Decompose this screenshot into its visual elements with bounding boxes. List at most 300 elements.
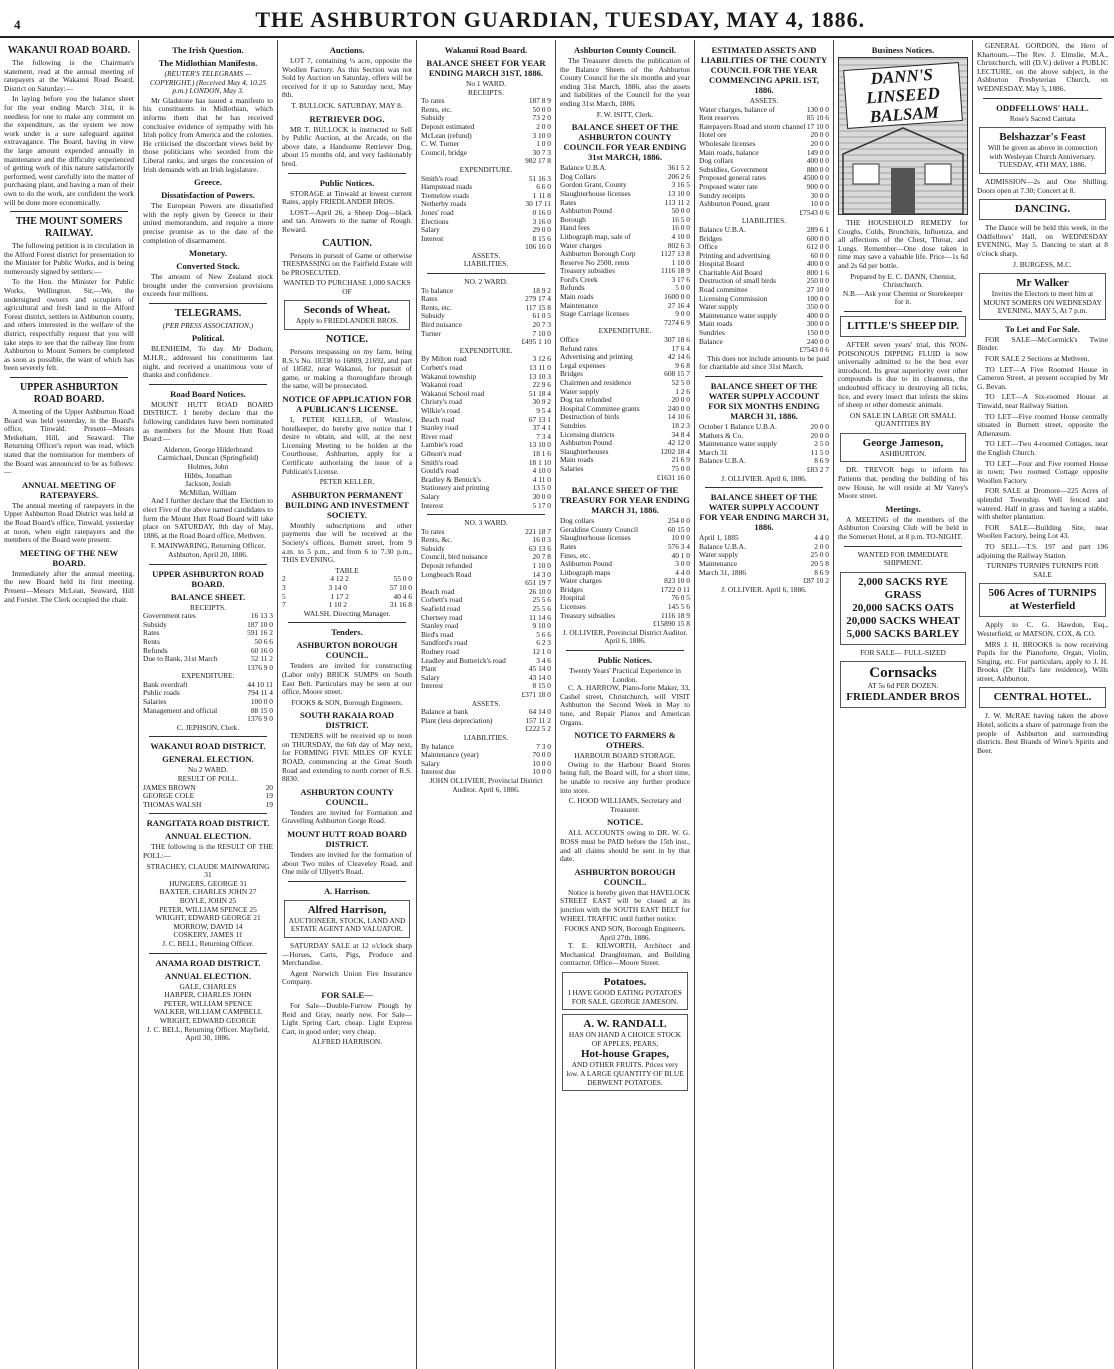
table-row: Corbett's road 13 11 0 [421,363,551,372]
subheading: MOUNT HUTT ROAD BOARD DISTRICT. [287,829,407,850]
table-row: Ford's Creek 3 17 6 [560,274,690,284]
paragraph: Monthly subscriptions and other payments due will be received at the Society's offices, Burnett street, from 9 a.m. to 5 p.m., and from 6 to 7.30 p.m., THIS EVENING. [282,520,412,565]
subheading: The Midlothian Manifesto. [158,58,258,68]
subheading: FOR SALE— [321,989,373,1000]
table-total: 1376 9 0 [247,662,273,672]
list-item: HARPER, CHARLES JOHN [164,990,252,1000]
paragraph: And I further declare that the Election to elect Five of the above named candidates to form the Mount Hutt Road Board will take place on SATURDAY, 8th day of May, 1886, at the Road Board office, Methven. [143,496,273,540]
ward-label: NO. 3 WARD. [464,518,508,528]
table-row: Water charges, balance of 130 0 0 [699,104,829,114]
signature: J. C. BELL, Returning Officer. [162,938,254,948]
subheading: BALANCE SHEET OF THE ASHBURTON COUNTY COUNCIL FOR YEAR ENDING 31st MARCH, 1886. [563,122,687,163]
subheading: ASHBURTON PERMANENT BUILDING AND INVESTMENT SOCIETY. [285,489,409,520]
subheading: SOUTH RAKAIA ROAD DISTRICT. [299,710,395,731]
heading: Wakanui Road Board. [444,45,528,55]
table-row: Bird nuisance 20 7 3 [421,320,551,330]
table-row: Borough 16 5 0 [560,214,690,224]
paragraph: Persons in pursuit of Game or otherwise TRESPASSING on the Fairfield Estate will be PROSECUTED. [282,250,412,277]
ad-title: Mr Walker [1016,277,1069,290]
heading: WAKANUI ROAD BOARD. [7,45,131,56]
table-row: Rents 50 6 6 [143,636,273,646]
paragraph: TO LET—A Five Roomed House in Cameron Street, at present occupied by Mr G. Bevan. [977,364,1108,391]
paragraph: MR T. BULLOCK is instructed to Sell by Public Auction, at the Arcade, on the above date, a Handsome Retriever Dog, about 15 months old, and very fashionably bred. [282,124,412,168]
table-row: 2 4 12 2 55 0 0 [282,574,412,584]
table-total: £1631 16 0 [656,472,690,482]
table-row: Charitable Aid Board 800 1 6 [699,267,829,277]
paragraph: Tenders are invited for constructing (Labor only) BRICK SUMPS on South East Belt. Particulars may be seen at our office, Moore street. [282,661,412,697]
signature: JOHN OLLIVIER, Provincial District Auditor. April 6, 1886. [429,775,543,794]
table-row: To balance 18 9 2 [421,285,551,295]
table-row: Hotel ore 20 0 0 [699,130,829,140]
ad-text: N.B.—Ask your Chemist or Storekeeper for it. [842,288,964,307]
page-number: 4 [14,17,21,32]
wanted-label: WANTED FOR IMMEDIATE SHIPMENT. [857,549,949,568]
table-row: Dog Collars 206 2 6 [560,171,690,181]
paragraph: Persons trespassing on my farm, being R.S.'s No. 18338 to 16809, 21692, and part of 18582, near Wakanui, for pursuit of game, or making a thoroughfare through the same, will be prosecuted. [282,347,412,391]
heading: WAKANUI ROAD DISTRICT. [150,741,266,752]
table-heading: EXPENDITURE. [459,164,513,174]
table-row: Stationery and printing 13 5 0 [421,483,551,493]
paragraph: BLENHEIM, To day. Mr Dodson, M.H.R., addressed his constituents last night, and received a unanimous vote of thanks and confidence. [143,344,273,380]
list-item: 5,000 SACKS BARLEY [846,627,960,640]
table-row: Printing and advertising 60 0 0 [699,250,829,260]
table-row: October 1 Balance U.B.A. 20 0 0 [699,422,829,431]
signature: F. MAINWARING, Returning Officer. Ashburton, April 20, 1886. [150,541,266,559]
subheading: Meetings. [885,503,921,514]
paragraph: The annual meeting of ratepayers in the Upper Ashburton Road District was held at the Road Board's office, Tinwald, yesterday at noon, when eight ratepayers and the members of the Board were present. [4,500,134,545]
table-row: Slaughterhouse licenses 13 10 0 [560,188,690,198]
table-row: 7 1 10 2 31 16 8 [282,600,412,610]
divider [10,211,128,212]
table-row: Rates 591 16 2 [143,628,273,638]
signature: C. JEPHSON, Clerk. [176,722,240,732]
jameson-ad [840,433,966,463]
table-row: To rates 221 18 7 [421,526,551,536]
table-row: Salary 43 14 0 [421,672,551,682]
signature: F. W. ISITT, Clerk. [596,109,654,119]
ad-text: Apply to FRIEDLANDER BROS. [295,316,399,326]
divider [149,564,267,565]
table-row: Longbeach Road 14 3 0 [421,569,551,579]
ad-title: Alfred Harrison, [307,903,387,916]
table-row: Sundries 18 2 3 [560,420,690,430]
table-row: Ashburton Pound 42 12 0 [560,438,690,448]
table-row: Chertsey road 11 14 6 [421,612,551,622]
heading: A. Harrison. [323,885,371,896]
column-1 [0,40,139,1369]
subheading: ANNUAL ELECTION. [165,831,251,842]
subheading: ASHBURTON BOROUGH COUNCIL. [574,866,676,887]
table-heading: ASSETS. [471,250,501,260]
table-row: Ratepayers Road and storm channel 17 10 0 [699,121,829,131]
paragraph: TO SELL—T.S. 197 and part 196 adjoining the Railway Station. [977,541,1108,560]
table-row: Stanley road 9 10 0 [421,621,551,631]
paragraph: To the Hon. the Minister for Public Works, Wellington. Sir,—We, the undersigned owners and occupiers of agricultural and fresh land in the Alford Forest district, settlers in Ashburton county, and others interested in the welfare of the district, respectfully request that you will take steps to see that the railway line from Ashburton to Mount Somers be completed as soon as possible, the want of which has been severely felt. [4,277,134,373]
divider [149,384,267,385]
list-item: Carmichael, Duncan (Springfield) [157,453,259,463]
table-row: Rodney road 12 1 0 [421,647,551,656]
paragraph: TO LET—A Six-roomed House at Tinwald, near Railway Station. [977,392,1108,411]
heading: Tenders. [331,627,363,638]
ad-title: Hot-house Grapes, [581,1048,669,1061]
table-row: Maintenance water supply 2 5 0 [699,439,829,449]
divider [149,953,267,954]
masthead [0,0,1114,38]
table-row: Water supply 1 2 6 [560,386,690,396]
paragraph: FOR SALE—McCormick's Twine Binder. [977,334,1108,353]
table-row: Salaries 75 0 0 [560,463,690,473]
table-row: Corbett's road 25 5 6 [421,595,551,605]
sheep-dip-ad [840,316,966,337]
ad-title: FRIEDLANDER BROS [846,691,960,703]
table-row: Subsidy 61 0 5 [421,311,551,321]
table-row: 3 3 14 0 57 10 0 [282,582,412,592]
list-item: COSKERY, JAMES 11 [173,930,243,940]
table-row: Lambie's road 13 10 0 [421,440,551,450]
sacks-ad [840,572,966,645]
table-heading: EXPENDITURE. [181,671,235,681]
paragraph: TO LET—Five roomed House centrally situated in Burnett street, opposite the Athenæum. [977,411,1108,438]
table-row: Chairmen and residence 52 5 0 [560,378,690,387]
paragraph: The following is the Chairman's statement, read at the annual meeting of ratepayers at the Wakanui Road Board, District on Saturday:— [4,58,134,93]
table-row: Elections 3 16 0 [421,216,551,226]
table-row: Main roads 21 6 9 [560,455,690,465]
list-item: STRACHEY, CLAUDE MAINWARING 31 [146,861,270,880]
subheading: HARBOUR BOARD STORAGE. [574,751,676,761]
table-row: March 31, 1886 8 6 9 [699,567,829,577]
table-row: Subsidies, Government 880 0 0 [699,164,829,174]
ad-text: AT 5s 6d PER DOZEN. [867,681,939,691]
table-row: April 1, 1885 4 4 0 [699,533,829,543]
table-row: Subsidy 187 10 0 [143,619,273,629]
list-item: BAXTER, CHARLES JOHN 27 [159,887,257,897]
randall-ad [562,1014,688,1091]
heading: TELEGRAMS. [174,307,242,319]
signature: J. OLLIVIER. April 6, 1886. [721,584,807,594]
table-row: Stage Carriage licenses 9 0 0 [560,309,690,319]
subheading: BALANCE SHEET FOR YEAR ENDING MARCH 31ST, 1886. [426,58,546,78]
paragraph: LOST—April 26, a Sheep Dog—black and tan. Answers to the name of Rough. Reward. [282,207,412,234]
table-heading: LIABILITIES. [463,732,509,742]
heading: Ashburton County Council. [574,45,676,55]
dateline: (REUTER'S TELEGRAMS — COPYRIGHT.) (Received May 4, 10.25 p.m.) LONDON, May 3. [149,69,267,96]
table-row: Rents, &c. 16 0 3 [421,535,551,545]
signature: FOOKS & SON, Borough Engineers. [291,697,403,707]
subheading: Twenty Years' Practical Experience in London. [569,666,681,684]
paragraph: This does not include amounts to be paid for charitable aid since 31st March. [699,353,829,372]
table-row: Beach road 26 10 0 [421,586,551,596]
balsam-logo [838,57,968,215]
ad-title: A. W. RANDALL [583,1018,667,1031]
heading: ODDFELLOWS' HALL. [996,102,1089,113]
divider [288,881,406,882]
table-row: Hospital 76 0 5 [560,593,690,603]
table-row: Maintenance 27 16 4 [560,300,690,310]
subheading: BALANCE SHEET OF THE WATER SUPPLY ACCOUNT FOR YEAR ENDING MARCH 31, 1886. [699,492,829,533]
signature: ALFRED HARRISON. [311,1037,383,1047]
table-row: Treasury subsidies 1116 18 9 [560,610,690,620]
table-row: Licensing Commission 100 0 0 [699,293,829,303]
table-row: McLean (refund) 3 10 0 [421,130,551,140]
subheading: ANNUAL MEETING OF RATEPAYERS. [21,479,117,500]
caution-heading: CAUTION. [322,237,372,249]
table-row: Deposit estimated 2 0 0 [421,121,551,131]
ad-text: Prepared by E. C. DANN, Chemist, Christchurch. [850,271,956,290]
table-row: Rent reserves 85 10 6 [699,113,829,123]
page-columns [0,40,1114,1369]
heading: ANAMA ROAD DISTRICT. [155,957,261,968]
paragraph: A meeting of the Upper Ashburton Road Board was held yesterday, in the Board's office, Tinwald. Present—Messrs Meikeham, Hill, and Seaward. The Returning Officer's report was read, which stated that the nomination for members of the Board was announced to be as follows:— [4,407,134,477]
table-row: C. W. Turner 1 0 0 [421,139,551,149]
paragraph: Tenders are invited for Formation and Gravelling Ashburton Gorge Road. [282,807,412,826]
table-total: 1376 9 0 [247,714,273,724]
table-row: Gordon Grant, County 3 16 5 [560,180,690,190]
heading: Public Notices. [319,177,375,188]
ad-text: AND OTHER FRUITS. Prices very low. A LARGE QUANTITY OF BLUE DERWENT POTATOES. [566,1060,684,1087]
paragraph: C. A. HARROW, Piano-forte Maker, 33, Cashel street, Christchurch, will VISIT Ashburton the Second Week in May to tune, and Repair Pianos and American Organs. [560,683,690,727]
paragraph: Mr Gladstone has issued a manifesto to his constituents in Midlothian, which informs them that he has received conclusive evidence of sympathy with his Irish policy from America and the colonies. He criticised the discordant views held by those politicians who seceded from the Liberal ranks, and urges the concession of Irish demands with an Irish legislature. [143,95,273,174]
table-heading: ASSETS. [471,698,501,708]
table-row: Ashburton Pound 3 0 0 [560,559,690,569]
table-row: Public roads 794 11 4 [143,688,273,698]
divider [288,622,406,623]
divider [288,173,406,174]
table-row: Management and official 88 15 0 [143,705,273,715]
table-row: Interest due 10 0 0 [421,767,551,777]
heading: To Let and For Sale. [1005,323,1080,334]
divider [844,311,962,312]
heading: THE MOUNT SOMERS RAILWAY. [15,216,123,240]
table-row: Slaughterhouses 1202 18 4 [560,446,690,456]
paragraph: FOR SALE at Dromore—225 Acres of splendid Township. Well fenced and watered. Half in grass and having a stable, with shelter plantation. [977,486,1108,522]
table-row: Seafield road 25 5 6 [421,604,551,614]
dancing-ad [979,199,1106,220]
table-heading: EXPENDITURE. [459,345,513,355]
paragraph: ALL ACCOUNTS owing to DR. W. G. ROSS must be PAID before the 15th inst., and all claims should be sent in by that date. [560,828,690,864]
subheading: NOTICE TO FARMERS & OTHERS. [574,730,676,751]
table-row: Balance U.B.A. 2 0 0 [699,541,829,551]
table-row: By Milton road 3 12 6 [421,354,551,364]
table-total: 106 16 0 [525,242,551,252]
signature: J. BURGESS, M.C. [1013,259,1072,269]
table-row: Reserve No 2500, rents 1 10 0 [560,257,690,267]
table-heading: LIABILITIES. [463,259,509,269]
subheading: Converted Stock. [176,261,240,272]
table-row: Ashburton Pound 50 0 0 [560,206,690,216]
paragraph: FOR SALE 2 Sections at Methven. [985,354,1090,364]
paragraph: MOUNT HUTT ROAD BOARD DISTRICT. I hereby declare that the following candidates have been nominated as members for the Mount Hutt Road Board:— [143,399,273,444]
list-item: PETER, WILLIAM SPENCE [163,998,253,1008]
ad-title: Seconds of Wheat. [303,304,391,317]
divider [983,98,1102,99]
divider [705,487,823,488]
subheading: BALANCE SHEET OF THE WATER SUPPLY ACCOUNT FOR SIX MONTHS ENDING MARCH 31, 1886. [708,381,820,421]
table-row: Rents, etc. 50 0 0 [421,104,551,114]
table-row: Maintenance water supply 400 0 0 [699,310,829,320]
column-3 [278,40,417,1369]
list-item: Alderton, George Hilderbrand [163,444,253,454]
ad-text: TURNIPS TURNIPS TURNIPS FOR SALE [986,561,1099,579]
divider [844,546,962,547]
table-row: Deposit refunded 1 10 0 [421,561,551,571]
table-row: Legal expenses 9 6 8 [560,360,690,370]
wheat-ad [284,300,410,330]
table-row: Slaughterhouse licenses 10 0 0 [560,533,690,543]
ad-title: LITTLE'S SHEEP DIP. [847,319,959,332]
signature: PETER KELLER. [319,477,375,487]
table-row: Wakanui road 22 9 6 [421,380,551,390]
table-row: Rents, etc. 117 15 8 [421,302,551,312]
subheading: Rose's Sacred Cantata [1009,113,1076,123]
table-row: Balance at bank 64 14 0 [421,707,551,717]
list-item: WALKER, WILLIAM CAMPBELL [153,1007,263,1017]
table-total: £83 2 7 [806,464,829,474]
paragraph: I, PETER KELLER, of Winslow, hotelkeeper, do hereby give notice that I desire to obtain, and will, at the next Licensing Meeting to be holden at the Courthouse, Ashburton, apply for a Certificate authorising the issue of a Publican's License. [282,415,412,476]
table-heading: TABLE [335,565,359,575]
subheading: RETRIEVER DOG. [309,113,385,124]
table-row: Ashburton Borough Corp 1127 13 8 [560,249,690,259]
paragraph: Immediately after the annual meeting, the new Board held its first meeting. Present—Messrs McLean, Seaward, Hill and Forster. The Clerk occupied the chair. [4,568,134,604]
table-row: Smith's road 51 16 3 [421,173,551,183]
list-item: 20,000 SACKS WHEAT [846,614,960,627]
paragraph: FOR SALE—Building Site, near Woollen Factory, being Lot 43. [977,522,1108,541]
table-row: GEORGE COLE 19 [143,791,273,801]
paragraph: The Dance will be held this week, in the Oddfellows' Hall, on WEDNESDAY EVENING, May 5. Dancing to start at 8 o'clock sharp. [977,223,1108,258]
table-row: Interest 8 15 6 [421,233,551,243]
list-item: PETER, WILLIAM SPENCE 25 [159,904,257,914]
list-item: 20,000 SACKS OATS [852,601,954,614]
paragraph: GENERAL GORDON, the Hero of Khartoum.—The Rev. J. Elmslie, M.A., Christchurch, will (D.V.) deliver a PUBLIC LECTURE, on the above subject, in the Ashburton Presbyterian Church, on WEDNESDAY, May 5, 1886. [977,41,1108,93]
table-row: Proposed general rates 4500 0 0 [699,173,829,183]
table-row: Proposed water rate 900 0 0 [699,181,829,191]
ad-text: ON SALE IN LARGE OR SMALL QUANTITIES BY [849,410,957,429]
table-row: Sandford's road 6 2 3 [421,638,551,648]
ad-title: DANCING. [1014,203,1071,216]
table-row: Government rates 16 13 3 [143,611,273,621]
paragraph: In laying before you the balance sheet for the year ending March 31st, it is needless for one to make any comment on the expenditure, as the system we now work under is a sure safeguard against extravagance. The Board, having in view the large amount expended annually in maintenance and the difficulty experienced of getting work of this nature satisfactorily performed, went carefully into the matter of purchasing plant, and having a man of their own to do the work, are confident the work will be done more economically. [4,94,134,207]
subheading: ANNUAL ELECTION. [165,970,251,981]
paragraph: For Sale—Double-Furrow Plough by Reid and Gray, nearly new. For Sale—Light Spring Cart, cheap. Light Express Cart, in good order; very cheap. [282,1000,412,1036]
wanted-label: WANTED TO PURCHASE 1,000 SACKS OF [283,278,411,296]
table-row: Bank overdraft 44 10 11 [143,679,273,689]
ad-text: Invites the Electors to meet him at MOUNT SOMERS ON WEDNESDAY EVENING, MAY 5, At 7 p.m. [983,289,1102,316]
table-row: Subsidy 63 13 6 [421,543,551,553]
list-item: GALE, CHARLES [179,981,237,991]
paragraph: T. E. KILWORTH, Architect and Mechanical Draughtsman, and Building contractor. Office—Moore Street. [560,941,690,968]
table-row: THOMAS WALSH 19 [143,799,273,809]
table-row: Maintenance 20 5 8 [699,558,829,568]
table-row: Subsidy 73 2 0 [421,113,551,123]
paragraph: TO LET—Four and Five roomed House in town; Two roomed Cottage opposite Woollen Factory. [977,458,1108,485]
signature: J. C. BELL, Returning Officer. Mayfield, April 30, 1886. [146,1024,270,1043]
heading: Business Notices. [871,45,935,55]
subheading: NOTICE OF APPLICATION FOR A PUBLICAN'S LICENSE. [282,394,412,415]
table-total: £222 5 2 [525,724,551,734]
table-row: Main roads 300 0 0 [699,319,829,329]
ad-text: I HAVE GOOD EATING POTATOES FOR SALE. GEORGE JAMESON. [568,988,682,1006]
heading: UPPER ASHBURTON ROAD BOARD. [19,382,119,405]
table-row: Council, bird nuisance 20 7 8 [421,552,551,562]
table-row: Destruction of small birds 250 0 0 [699,276,829,286]
newspaper-title: THE ASHBURTON GUARDIAN, TUESDAY, MAY 4, 1886. [255,7,866,32]
table-row: Wilkie's road 9 5 4 [421,405,551,415]
dateline: (PER PRESS ASSOCIATION.) [162,320,254,330]
table-heading: RECEIPTS. [468,87,504,97]
table-row: Balance U.B.A. 289 6 1 [699,224,829,234]
ad-title: 506 Acres of TURNIPS at Westerfield [988,587,1097,613]
paragraph: AFTER seven years' trial, this NON-POISONOUS DIPPING FLUID is now universally admitted to be the best ever introduced. Its great superiority over other compounds is due to its cleanness, the undoubted efficacy in destroying all ticks, lice, and every insect that infests the skins of sheep or other domestic animals. [838,339,968,410]
table-row: March 31 11 5 0 [699,447,829,457]
divider [566,650,684,651]
table-row: Lithograph map, sale of 4 10 0 [560,231,690,241]
table-row: Water charges 802 6 3 [560,240,690,250]
table-row: Bird's road 5 6 6 [421,629,551,639]
divider [705,376,823,377]
table-row: 5 1 17 2 40 4 6 [282,591,412,601]
potatoes-ad [562,972,688,1010]
table-row: Interest 5 17 0 [421,500,551,510]
list-item: HUNGERS, GEORGE 31 [169,878,247,888]
divider [10,377,128,378]
heading: UPPER ASHBURTON ROAD BOARD. [152,568,264,589]
table-row: Salary 10 0 0 [421,758,551,768]
ad-date: TUESDAY, 4TH MAY, 1886. [998,160,1087,170]
table-total: 982 17 8 [525,156,551,166]
table-total: £7543 0 6 [799,345,829,355]
table-row: Advertising and printing 42 14 6 [560,352,690,362]
heading: Auctions. [329,45,365,55]
paragraph: A MEETING of the members of the Ashburton Coursing Club will be held in the Somerset Hotel, at 8 p.m. TO-NIGHT. [838,514,968,542]
table-row: To rates 187 8 9 [421,96,551,106]
table-row: Water charges 823 10 0 [560,576,690,586]
table-row: Bridges 600 0 0 [699,233,829,243]
column-5 [556,40,695,1369]
turnips-ad [979,583,1106,617]
signature: J. OLLIVIER, Provincial District Auditor. April 6, 1886. [562,627,688,646]
divider [149,813,267,814]
signature: C. HOOD WILLIAMS, Secretary and Treasurer. [568,796,682,814]
heading: Monetary. [189,248,227,259]
list-item: McMillan, William [179,487,237,497]
divider [149,303,267,304]
table-row: Main roads, balance 149 0 0 [699,147,829,157]
table-row: Water supply 25 0 0 [699,550,829,560]
signature: WALSH, Directing Manager. [303,608,391,618]
ad-title: Potatoes. [603,976,647,989]
notice-heading: NOTICE. [606,817,644,828]
table-heading: EXPENDITURE. [598,326,652,336]
paragraph: J. W. McRAE having taken the above Hotel, solicits a share of patronage from the people of Ashburton and surrounding districts. Best Brands of Wine's Spirits and Beer. [977,711,1108,755]
signature: FOOKS AND SON, Borough Engineers. April 27th, 1886. [564,924,686,942]
table-row: Salaries 100 0 0 [143,697,273,707]
table-row: Salary 30 0 0 [421,491,551,501]
ad-title: CENTRAL HOTEL. [993,691,1092,704]
table-row: Licenses 145 5 6 [560,602,690,612]
table-heading: RECEIPTS. [190,602,226,612]
table-row: Tremelow roads 1 11 8 [421,190,551,200]
table-row: Maintenance (year) 70 0 0 [421,750,551,760]
table-row: Due to Bank, 31st March 52 11 2 [143,654,273,664]
table-row: Treasury subsidies 1116 18 9 [560,266,690,276]
paragraph: TENDERS will be received up to noon on THURSDAY, the 6th day of May next, for FORMING FIVE MILES OF KYLE ROAD, commencing at the Great South Road and extending to north corner of R.S. 8830. [282,731,412,784]
subheading: ASHBURTON COUNTY COUNCIL. [300,786,394,807]
table-total: £7543 0 6 [799,207,829,217]
ad-title: Cornsacks [869,665,937,682]
subheading: ASHBURTON BOROUGH COUNCIL. [296,640,398,661]
list-item: Holmes, John [187,462,229,471]
list-item: Hibbs, Jonathan [184,470,232,480]
paragraph: Notice is hereby given that HAVELOCK STREET EAST will be closed at its junction with the SOUTH EAST BELT for WHEEL TRAFFIC until further notice. [560,887,690,923]
